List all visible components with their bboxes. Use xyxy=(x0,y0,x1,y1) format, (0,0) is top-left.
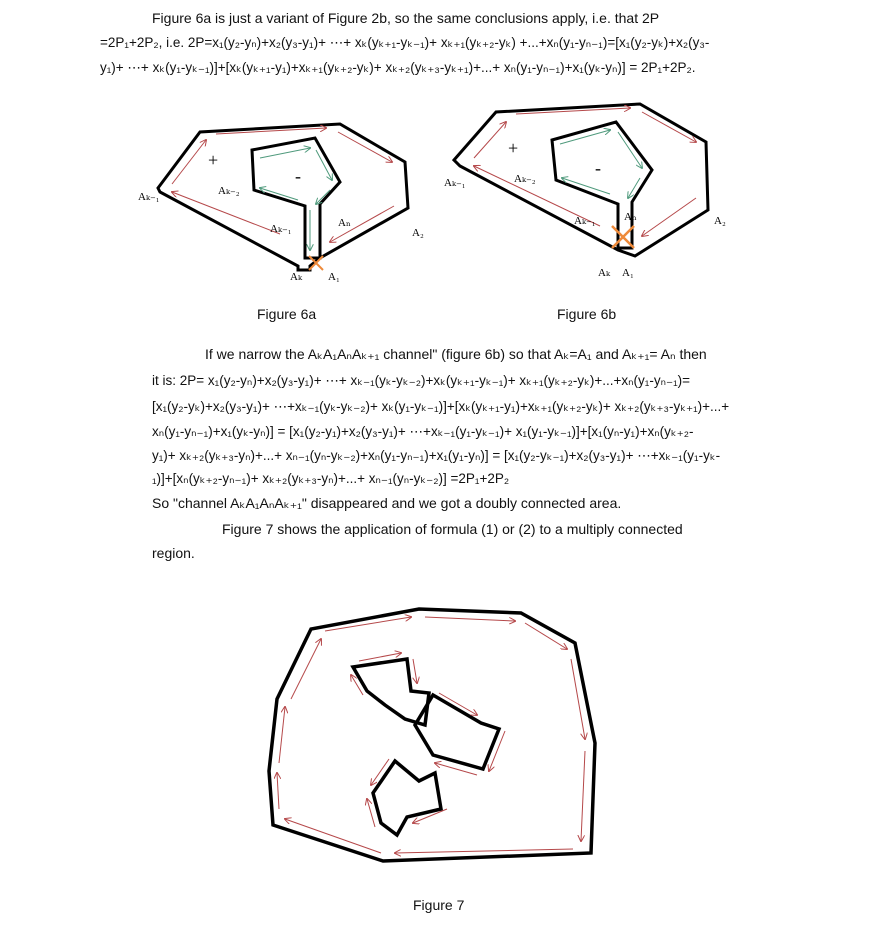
fig6b-plus: + xyxy=(508,138,519,158)
fig6a-outer-polygon xyxy=(158,124,408,270)
paragraph2-line6: ₁)]+[xₙ(yₖ₊₂-yₙ₋₁)+ xₖ₊₂(yₖ₊₃-yₙ)+...+ xₙ₋₁(yₙ-yₖ₋₂)] =2P₁+2P₂ xyxy=(152,471,510,486)
fig7-red-arrow xyxy=(367,799,375,827)
paragraph1-line1: Figure 6a is just a variant of Figure 2b, so the same conclusions apply, i.e. that 2P xyxy=(152,10,660,26)
fig6b-minus: - xyxy=(595,158,601,178)
fig6b-label-a2: A₂ xyxy=(714,215,726,227)
fig6a-label-a2: A₂ xyxy=(412,227,424,239)
fig6b-label-ak-minus1: Aₖ₋₁ xyxy=(574,215,596,227)
fig6a-red-arrow xyxy=(338,132,392,162)
paragraph2-line9: region. xyxy=(152,545,195,561)
fig7-red-arrow xyxy=(285,819,381,853)
fig6a-label-a1: A₁ xyxy=(328,271,340,283)
fig6a-label-an: Aₙ xyxy=(338,217,351,229)
figure6a-caption: Figure 6a xyxy=(257,306,317,322)
fig7-red-arrow xyxy=(581,751,585,841)
fig6a-plus: + xyxy=(208,150,219,170)
paragraph2-line2: it is: 2P= x₁(y₂-yₙ)+x₂(y₃-y₁)+ ⋯+ xₖ₋₁(yₖ-yₖ₋₂)+xₖ(yₖ₊₁-yₖ₋₁)+ xₖ₊₁(yₖ₊₂-yₖ)+...+xₙ(y₁-yₙ₋₁)= xyxy=(152,373,691,388)
fig7-red-arrow xyxy=(291,639,321,699)
fig6b-label-ak-1: Aₖ₋₁ xyxy=(444,177,466,189)
figure6b-caption: Figure 6b xyxy=(557,306,617,322)
fig6b-red-arrow xyxy=(474,122,506,158)
fig7-hole-2 xyxy=(415,695,499,769)
fig6b-green-arrow xyxy=(628,178,640,198)
fig7-red-arrow xyxy=(439,693,477,715)
fig7-red-arrow xyxy=(279,707,285,763)
figure-6a xyxy=(130,110,440,290)
fig7-hole-3 xyxy=(373,761,441,835)
fig6a-label-ak-1: Aₖ₋₁ xyxy=(138,191,160,203)
fig6b-label-an: Aₙ xyxy=(624,211,637,223)
fig6b-label-ak-2: Aₖ₋₂ xyxy=(514,173,536,185)
paragraph2-line8: Figure 7 shows the application of formula (1) or (2) to a multiply connected xyxy=(222,521,683,537)
figure-6b xyxy=(440,98,760,288)
paragraph1-line2: =2P₁+2P₂, i.e. 2P=x₁(y₂-yₙ)+x₂(y₃-y₁)+ ⋯+ xₖ(yₖ₊₁-yₖ₋₁)+ xₖ₊₁(yₖ₊₂-yₖ) +...+xₙ(y₁-yₙ₋₁)=[x₁(y₂-yₖ)+x₂(y₃- xyxy=(100,35,710,50)
fig7-outer-polygon xyxy=(269,609,595,861)
fig6a-inner-polygon xyxy=(252,138,340,258)
fig6a-green-arrow xyxy=(260,148,310,158)
figure7-caption: Figure 7 xyxy=(413,897,465,913)
fig6b-label-a1: A₁ xyxy=(622,267,634,279)
fig6b-inner-polygon xyxy=(552,122,652,248)
paragraph2-line5: y₁)+ xₖ₊₂(yₖ₊₃-yₙ)+...+ xₙ₋₁(yₙ-yₖ₋₂)+xₙ(y₁-yₙ₋₁)+x₁(y₁-yₙ)] = [x₁(y₂-yₖ₋₁)+x₂(y₃-y₁)+ ⋯+xₖ₋₁(y₁-yₖ- xyxy=(152,448,721,463)
fig7-hole-1 xyxy=(353,659,429,725)
fig7-red-arrow xyxy=(395,849,573,853)
fig6b-red-arrow xyxy=(642,112,696,142)
figure-7 xyxy=(255,595,635,885)
fig7-red-arrow xyxy=(413,659,417,683)
paragraph2-line3: [x₁(y₂-yₖ)+x₂(y₃-y₁)+ ⋯+xₖ₋₁(yₖ-yₖ₋₂)+ xₖ(y₁-yₖ₋₁)]+[xₖ(yₖ₊₁-y₁)+xₖ₊₁(yₖ₊₂-yₖ)+ xₖ₊₂(yₖ₊₃-yₖ₊₁)+...+ xyxy=(152,399,730,414)
fig7-red-arrow xyxy=(277,773,279,809)
paragraph1-line3: y₁)+ ⋯+ xₖ(y₁-yₖ₋₁)]+[xₖ(yₖ₊₁-y₁)+xₖ₊₁(yₖ₊₂-yₖ)+ xₖ₊₂(yₖ₊₃-yₖ₊₁)+...+ xₙ(y₁-yₙ₋₁)+x₁(yₖ-yₙ)] = 2P₁+2P₂. xyxy=(100,60,696,75)
fig6b-label-ak: Aₖ xyxy=(598,267,610,279)
fig7-red-arrow xyxy=(571,659,585,739)
fig6b-red-arrow xyxy=(642,198,696,236)
paragraph2-line1: If we narrow the AₖA₁AₙAₖ₊₁ channel" (figure 6b) so that Aₖ=A₁ and Aₖ₊₁= Aₙ then xyxy=(205,346,707,362)
fig6a-label-ak-minus1: Aₖ₋₁ xyxy=(270,223,292,235)
fig7-red-arrow xyxy=(425,617,515,621)
fig6a-label-ak-2: Aₖ₋₂ xyxy=(218,185,240,197)
fig6b-outer-polygon xyxy=(454,104,708,256)
paragraph2-line4: xₙ(y₁-yₙ₋₁)+x₁(yₖ-yₙ)] = [x₁(y₂-y₁)+x₂(y₃-y₁)+ ⋯+xₖ₋₁(y₁-yₖ₋₁)+ x₁(y₁-yₖ₋₁)]+[x₁(yₙ-y₁)+xₙ(yₖ₊₂- xyxy=(152,424,694,439)
paragraph2-line7: So "channel AₖA₁AₙAₖ₊₁" disappeared and we got a doubly connected area. xyxy=(152,495,622,511)
fig6a-minus: - xyxy=(295,166,301,186)
fig6a-label-ak: Aₖ xyxy=(290,271,302,283)
